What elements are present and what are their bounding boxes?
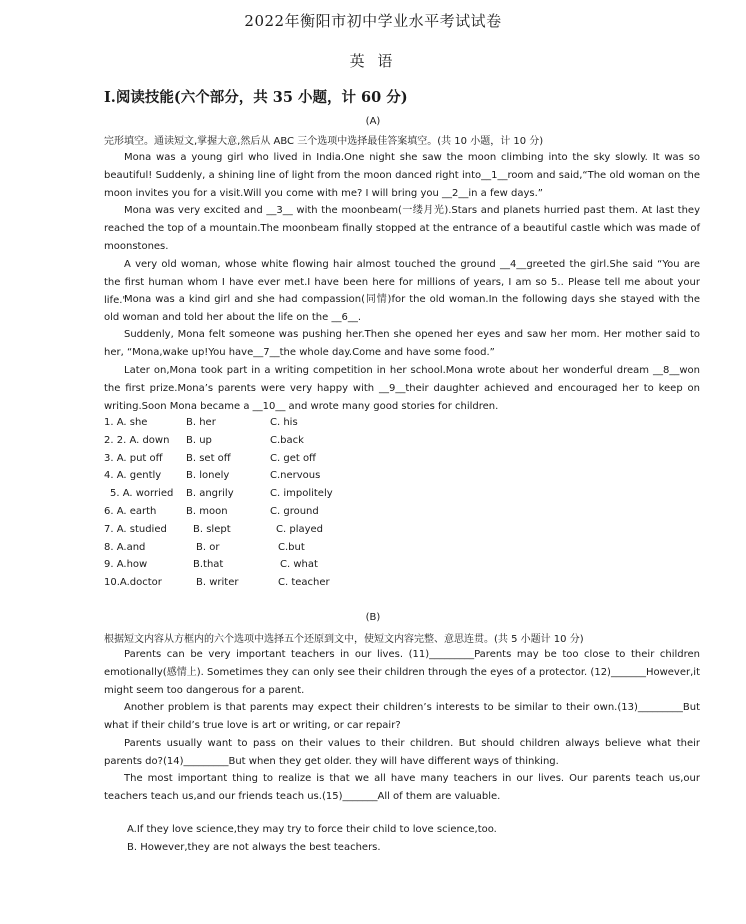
passage-b-paragraph: Another problem is that parents may expect their children’s interests to be similar to their own.(13)_________But what if their child’s true love is art or writing, or car repair? (104, 702, 700, 731)
option-c: C.but (278, 541, 305, 553)
option-b: B. or (196, 541, 220, 553)
option-b: B. moon (186, 505, 228, 517)
option-b: B. up (186, 434, 212, 446)
choice-item: A.If they love science,they may try to force their child to love science,too. (127, 824, 497, 835)
option-a: 7. A. studied (104, 523, 167, 535)
option-c: C.back (270, 434, 304, 446)
passage-a-paragraph: A very old woman, whose white flowing hair almost touched the ground __4__greeted the girl.She said “You are the first human whom I have ever met.I have been here for millions of years, I am so 5.. Please tell me about your life." (104, 259, 700, 306)
option-a: 6. A. earth (104, 505, 157, 517)
section-heading: I.阅读技能(六个部分，共 35 小题，计 60 分) (104, 89, 408, 106)
option-a: 4. A. gently (104, 470, 162, 482)
option-c: C. get off (270, 452, 316, 464)
passage-b-paragraph: The most important thing to realize is that we all have many teachers in our lives. Our parents teach us,our teachers teach us,and our friends teach us.(15)_______All of them are valuable. (104, 773, 700, 802)
option-a: 8. A.and (104, 541, 146, 553)
part-b-instruction: 根据短文内容从方框内的六个选项中选择五个还原到文中，使短文内容完整、意思连贯。(共 5 小题计 10 分) (104, 634, 584, 645)
subject-title: 英 语 (349, 52, 397, 70)
option-c: C. what (280, 559, 318, 571)
option-c: C. teacher (278, 577, 330, 589)
option-b: B. writer (196, 577, 239, 589)
option-c: C. his (270, 417, 298, 428)
part-a-label: (A) (365, 116, 381, 127)
option-b: B. angrily (186, 488, 234, 500)
option-c: C. ground (270, 505, 319, 517)
option-a: 2. 2. A. down (104, 434, 170, 446)
option-b: B. lonely (186, 470, 230, 482)
part-b-label: (B) (365, 612, 381, 623)
passage-b-paragraph: Parents usually want to pass on their values to their children. But should children always believe what their parents do?(14)_________But when they get older. they will have different ways of thinking. (104, 738, 700, 767)
passage-a-paragraph: Later on,Mona took part in a writing competition in her school.Mona wrote about her wonderful dream __8__won the first prize.Mona’s parents were very happy with __9__their daughter achieved and encouraged her to keep on writing.Soon Mona became a __10__ and wrote many good stories for children. (104, 365, 700, 412)
passage-a-paragraph: Suddenly, Mona felt someone was pushing her.Then she opened her eyes and saw her mom. Her mother said to her, “Mona,wake up!You have__7__the whole day.Come and have some food.” (104, 329, 700, 358)
option-b: B. slept (193, 523, 231, 535)
passage-a-paragraph: Mona was a young girl who lived in India.One night she saw the moon climbing into the sky slowly. It was so beautiful! Suddenly, a shining line of light from the moon danced right into__1__room and said,“The old woman on the moon invites you for a visit.Will you come with me? I will bring you __2__in a few days.” (104, 152, 700, 199)
option-c: C. played (276, 523, 324, 535)
option-b: B.that (193, 559, 224, 571)
choice-item: B. However,they are not always the best teachers. (127, 842, 381, 853)
option-a: 3. A. put off (104, 452, 163, 464)
option-c: C.nervous (270, 470, 321, 482)
option-a: 10.A.doctor (104, 577, 162, 589)
option-c: C. impolitely (270, 488, 333, 500)
part-a-instruction: 完形填空。通读短文,掌握大意,然后从 ABC 三个选项中选择最佳答案填空。(共 10 小题，计 10 分) (104, 136, 544, 147)
passage-b-paragraph: Parents can be very important teachers in our lives. (11)_________Parents may be too close to their children emotionally(感情上). Sometimes they can only see their children through the eyes of a protector. (12)_______However,it might seem too dangerous for a parent. (104, 649, 700, 696)
option-a: 5. A. worried (110, 488, 174, 500)
option-b: B. set off (186, 452, 231, 464)
option-a: 9. A.how (104, 559, 148, 571)
passage-a-paragraph: Mona was a kind girl and she had compassion(同情)for the old woman.In the following days she stayed with the old woman and told her about the life on the __6__. (104, 294, 700, 323)
option-a: 1. A. she (104, 417, 148, 428)
exam-title: 2022年衡阳市初中学业水平考试试卷 (244, 12, 502, 30)
option-b: B. her (186, 417, 216, 428)
passage-a-paragraph: Mona was very excited and __3__ with the moonbeam(一缕月光).Stars and planets hurried past them. At last they reached the top of a mountain.The moonbeam finally stopped at the entrance of a beautiful castle which was made of moonstones. (104, 205, 700, 252)
